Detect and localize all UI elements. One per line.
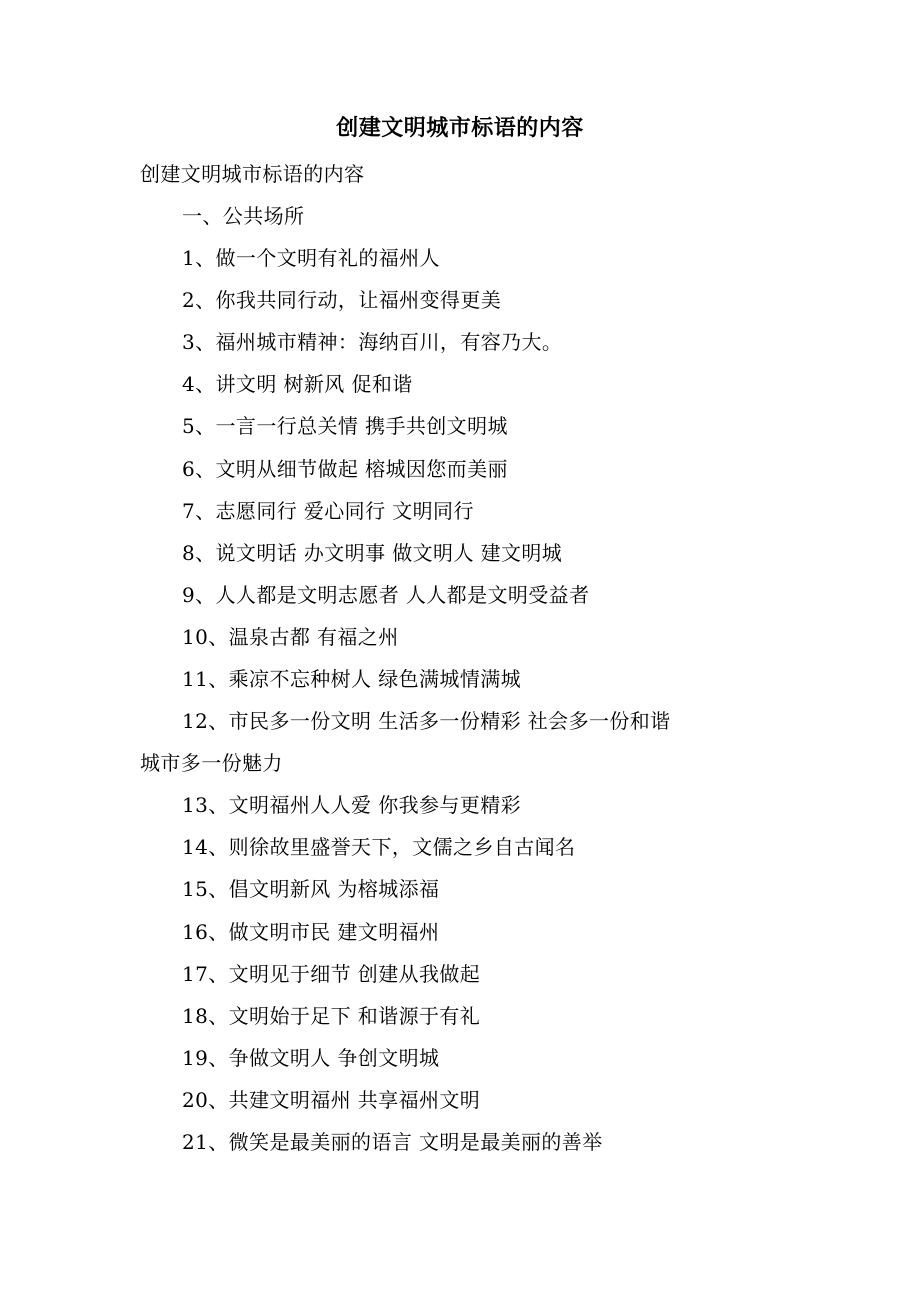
- list-item: 9、人人都是文明志愿者 人人都是文明受益者: [182, 583, 590, 607]
- list-item: 12、市民多一份文明 生活多一份精彩 社会多一份和谐: [182, 709, 671, 733]
- list-item: 7、志愿同行 爱心同行 文明同行: [182, 499, 474, 523]
- list-item: 1、做一个文明有礼的福州人: [182, 246, 440, 270]
- document-subtitle: 创建文明城市标语的内容: [140, 162, 365, 186]
- list-item: 18、文明始于足下 和谐源于有礼: [182, 1004, 481, 1028]
- list-item: 15、倡文明新风 为榕城添福: [182, 877, 440, 901]
- list-item: 8、说文明话 办文明事 做文明人 建文明城: [182, 541, 563, 565]
- list-item: 21、微笑是最美丽的语言 文明是最美丽的善举: [182, 1130, 603, 1154]
- list-item: 13、文明福州人人爱 你我参与更精彩: [182, 793, 522, 817]
- list-item: 19、争做文明人 争创文明城: [182, 1046, 440, 1070]
- list-item: 14、则徐故里盛誉天下，文儒之乡自古闻名: [182, 835, 576, 859]
- list-item: 6、文明从细节做起 榕城因您而美丽: [182, 457, 508, 481]
- list-item-continuation: 城市多一份魅力: [140, 751, 283, 775]
- list-item: 2、你我共同行动，让福州变得更美: [182, 288, 502, 312]
- list-item: 4、讲文明 树新风 促和谐: [182, 372, 413, 396]
- list-item: 16、做文明市民 建文明福州: [182, 920, 440, 944]
- list-item: 3、福州城市精神：海纳百川，有容乃大。: [182, 330, 563, 354]
- list-item: 10、温泉古都 有福之州: [182, 625, 399, 649]
- list-item: 11、乘凉不忘种树人 绿色满城情满城: [182, 667, 522, 691]
- document-title: 创建文明城市标语的内容: [336, 115, 584, 141]
- list-item: 17、文明见于细节 创建从我做起: [182, 962, 481, 986]
- list-item: 5、一言一行总关情 携手共创文明城: [182, 414, 508, 438]
- list-item: 20、共建文明福州 共享福州文明: [182, 1088, 481, 1112]
- section-heading: 一、公共场所: [182, 204, 305, 228]
